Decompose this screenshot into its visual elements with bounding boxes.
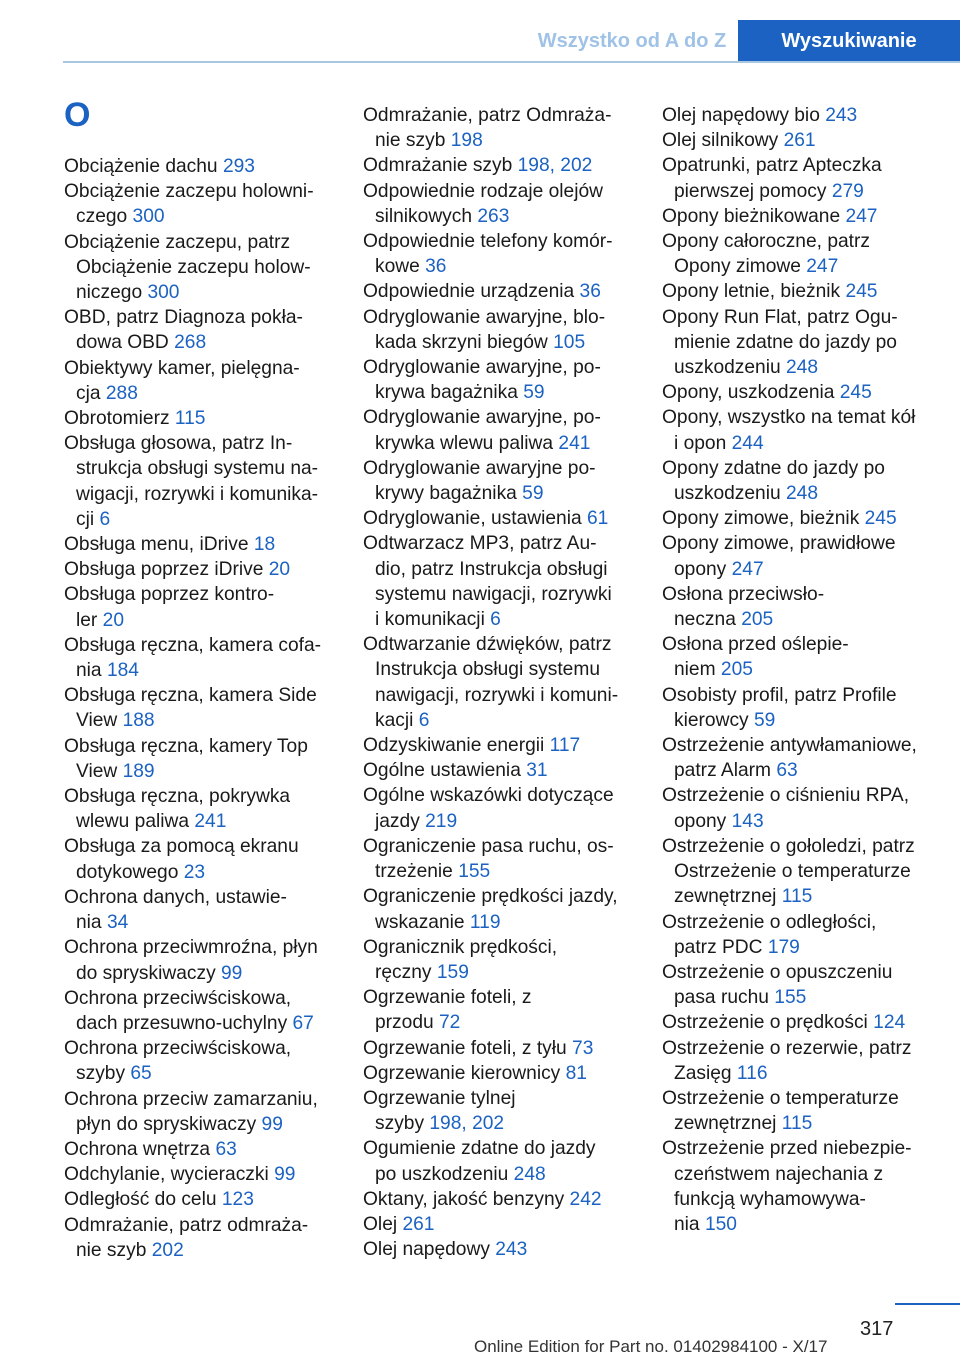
page-reference-link[interactable]: 243 [825, 105, 858, 126]
index-entry [662, 632, 952, 682]
page-reference-link[interactable]: 248 [513, 1163, 546, 1185]
index-term: Ogranicznik prędkości, ręczny [363, 936, 558, 983]
index-term: Obrotomierz [64, 408, 175, 430]
index-entry [662, 1136, 952, 1237]
index-term: Osobisty profil, patrz Profile kierowcy [662, 684, 897, 731]
index-entry [64, 683, 344, 733]
page-reference-link[interactable]: 242 [569, 1188, 602, 1210]
index-term: Odpowiednie telefony komór- kowe [363, 231, 613, 278]
page-reference-link[interactable]: 31 [526, 760, 548, 782]
index-entry [64, 1087, 344, 1137]
index-entry [363, 179, 648, 229]
page-reference-link[interactable]: 241 [558, 432, 591, 454]
index-entry [64, 1137, 344, 1162]
index-term: Olej napędowy bio [662, 105, 826, 126]
index-term: Ostrzeżenie antywłamaniowe, patrz Alarm [662, 735, 917, 782]
index-entry [662, 204, 952, 229]
index-entry [363, 103, 648, 153]
index-entry [662, 405, 952, 455]
index-entry [662, 380, 952, 405]
index-entry [64, 431, 344, 532]
page-reference-link[interactable]: 202 [151, 1239, 184, 1261]
page-reference-link[interactable]: 247 [731, 558, 764, 580]
index-term: Ogólne ustawienia [363, 760, 527, 782]
index-term: Opony Run Flat, patrz Ogu- mienie zdatne do jazdy po uszkodzeniu [662, 306, 898, 379]
page-reference-link[interactable]: 65 [130, 1063, 152, 1085]
index-term: Odmrażanie, patrz odmraża- nie szyb [64, 1214, 309, 1261]
index-entry [64, 1187, 344, 1212]
index-term: Obsługa za pomocą ekranu dotykowego [64, 836, 299, 883]
index-entry [662, 279, 952, 304]
index-entry [363, 935, 648, 985]
page-reference-link[interactable]: 241 [194, 811, 227, 833]
index-term: Odpowiednie urządzenia [363, 281, 580, 303]
index-term: Oktany, jakość benzyny [363, 1188, 570, 1210]
index-entry [363, 1061, 648, 1086]
index-entry [363, 632, 648, 733]
page-reference-link[interactable]: 155 [774, 987, 807, 1009]
index-term: Odryglowanie awaryjne, blo- kada skrzyni biegów [363, 306, 606, 353]
section-letter: O [64, 96, 91, 134]
page-reference-link[interactable]: 23 [183, 861, 206, 883]
page-reference-link[interactable]: 105 [553, 331, 586, 353]
index-term: Ostrzeżenie o ciśnieniu RPA, opony [662, 785, 910, 832]
index-entry [363, 884, 648, 934]
edition-footer: Online Edition for Part no. 01402984100 - X/17 [474, 1337, 828, 1356]
index-entry [662, 683, 952, 733]
page-reference-link[interactable]: 115 [174, 408, 206, 430]
page-reference-link[interactable]: 59 [523, 382, 545, 404]
page-reference-link[interactable]: 198 [450, 130, 483, 152]
index-entry [662, 305, 952, 381]
page-header [0, 0, 960, 62]
index-entry [662, 733, 952, 783]
page-reference-link[interactable]: 293 [222, 156, 255, 177]
page-reference-link[interactable]: 247 [806, 256, 839, 278]
index-term: Odryglowanie awaryjne, po- krywa bagażnika [363, 357, 601, 404]
index-term: Ochrona przeciwściskowa, dach przesuwno-uchylny [64, 987, 292, 1034]
page-reference-link[interactable]: 119 [469, 911, 501, 933]
index-term: Obsługa poprzez iDrive [64, 559, 269, 581]
index-term: Olej [363, 1213, 403, 1235]
page-reference-link[interactable]: 188 [122, 710, 155, 732]
page-reference-link[interactable]: 6 [99, 508, 111, 530]
index-term: Odmrażanie szyb [363, 155, 518, 177]
page-reference-link[interactable]: 124 [873, 1012, 906, 1034]
index-entry [363, 733, 648, 758]
index-term: Ograniczenie prędkości jazdy, wskazanie [363, 886, 618, 933]
page-reference-link[interactable]: 20 [102, 609, 124, 631]
page-reference-link[interactable]: 244 [731, 432, 764, 454]
page-reference-link[interactable]: 184 [106, 660, 139, 682]
index-term: Odchylanie, wycieraczki [64, 1164, 275, 1186]
index-term: Obciążenie dachu [64, 156, 223, 177]
index-entry [64, 784, 344, 834]
index-entry [64, 154, 344, 179]
index-term: Ostrzeżenie o odległości, patrz PDC [662, 911, 877, 958]
page-reference-link[interactable]: 99 [274, 1164, 296, 1186]
index-entry [363, 1212, 648, 1237]
index-entry [662, 834, 952, 910]
index-term: Obsługa ręczna, pokrywka wlewu paliwa [64, 786, 291, 833]
index-term: Opony, wszystko na temat kół i opon [662, 407, 916, 454]
index-term: Odtwarzacz MP3, patrz Au- dio, patrz Instrukcja obsługi systemu nawigacji, rozrywki i komunikacji [363, 533, 612, 631]
index-term: Ostrzeżenie o opuszczeniu pasa ruchu [662, 961, 893, 1009]
page-reference-link[interactable]: 116 [736, 1062, 768, 1084]
page-reference-link[interactable]: 288 [105, 382, 138, 404]
index-term: Odtwarzanie dźwięków, patrz Instrukcja obsługi systemu nawigacji, rozrywki i komuni- kacji [363, 634, 619, 731]
index-entry [64, 230, 344, 306]
page-reference-link[interactable]: 6 [418, 709, 430, 731]
page-reference-link[interactable]: 261 [402, 1213, 435, 1235]
page-reference-link[interactable]: 143 [731, 810, 764, 832]
index-entry [363, 405, 648, 455]
index-term: Odpowiednie rodzaje olejów silnikowych [363, 180, 603, 227]
index-term: Obiektywy kamer, pielęgna- cja [64, 357, 300, 404]
index-column-2 [363, 103, 648, 1262]
index-entry [662, 1036, 952, 1086]
page-reference-link[interactable]: 6 [490, 609, 501, 631]
index-entry [363, 153, 648, 178]
index-term: Ogrzewanie tylnej szyby [363, 1087, 516, 1135]
index-entry [64, 1213, 344, 1263]
index-term: Ogólne wskazówki dotyczące jazdy [363, 785, 614, 832]
page-reference-link[interactable]: 115 [781, 886, 813, 908]
index-entry [64, 305, 344, 355]
page-reference-link[interactable]: 63 [776, 760, 798, 782]
index-term: Opony całoroczne, patrz Opony zimowe [662, 231, 870, 278]
index-term: Opony bieżnikowane [662, 205, 846, 227]
page-reference-link[interactable]: 247 [845, 205, 878, 227]
index-entry [363, 456, 648, 506]
page-reference-link[interactable]: 189 [122, 760, 155, 782]
index-entry [64, 532, 344, 557]
index-entry [363, 834, 648, 884]
page-reference-link[interactable]: 115 [781, 1113, 813, 1135]
index-entry [662, 582, 952, 632]
index-entry [662, 783, 952, 833]
index-term: Ochrona przeciw zamarzaniu, płyn do spryskiwaczy [64, 1088, 318, 1135]
page-reference-link[interactable]: 268 [174, 332, 207, 354]
index-entry [662, 1086, 952, 1136]
index-entry [662, 910, 952, 960]
index-entry [363, 305, 648, 355]
page-reference-link[interactable]: 18 [253, 534, 276, 556]
page-number: 317 [860, 1318, 894, 1340]
index-entry [363, 355, 648, 405]
index-term: Ogrzewanie kierownicy [363, 1062, 566, 1084]
index-entry [363, 229, 648, 279]
page-reference-link[interactable]: 205 [741, 609, 774, 631]
page-reference-link[interactable]: 117 [549, 735, 581, 757]
page-reference-link[interactable]: 72 [439, 1012, 461, 1034]
index-term: Osłona przeciwsło- neczna [662, 583, 825, 631]
tab-a-to-z[interactable]: Wszystko od A do Z [537, 30, 727, 52]
index-term: Odzyskiwanie energii [363, 735, 550, 757]
page-reference-link[interactable]: 20 [268, 559, 291, 581]
index-entry [662, 531, 952, 581]
page-reference-link[interactable]: 36 [579, 281, 601, 303]
page-reference-link[interactable]: 279 [831, 180, 864, 202]
index-term: Opony, uszkodzenia [662, 382, 840, 404]
index-column-1 [64, 154, 344, 1263]
footer-divider [895, 1303, 960, 1305]
index-entry [64, 885, 344, 935]
index-entry [64, 1036, 344, 1086]
index-term: Ostrzeżenie o rezerwie, patrz Zasięg [662, 1037, 912, 1084]
page-reference-link[interactable]: 261 [783, 130, 816, 152]
index-entry [64, 179, 344, 229]
tab-search[interactable]: Wyszukiwanie [738, 20, 960, 63]
index-entry [662, 128, 952, 153]
index-term: Osłona przed oślepie- niem [662, 634, 849, 681]
page-reference-link[interactable]: 248 [786, 483, 819, 505]
index-entry [662, 456, 952, 506]
index-entry [363, 985, 648, 1035]
index-term: Olej silnikowy [662, 130, 784, 152]
index-term: Obsługa menu, iDrive [64, 534, 254, 556]
page-reference-link[interactable]: 123 [221, 1189, 254, 1211]
page-reference-link[interactable]: 300 [132, 206, 165, 228]
page-reference-link[interactable]: 73 [572, 1037, 594, 1059]
index-term: Odryglowanie awaryjne po- krywy bagażnika [363, 457, 596, 505]
page-reference-link[interactable]: 67 [292, 1012, 314, 1034]
index-entry [662, 153, 952, 203]
page-reference-link[interactable]: 263 [477, 205, 510, 227]
page-reference-link[interactable]: 99 [221, 962, 243, 984]
index-term: Obciążenie zaczepu, patrz Obciążenie zaczepu holow- niczego [64, 231, 311, 304]
index-term: Ograniczenie pasa ruchu, os- trzeżenie [363, 835, 614, 883]
index-column-3 [662, 103, 952, 1237]
index-entry [363, 1136, 648, 1186]
index-entry [363, 1086, 648, 1136]
index-term: Opony zimowe, prawidłowe opony [662, 533, 896, 580]
page-reference-link[interactable]: 150 [704, 1213, 737, 1235]
index-entry [363, 1187, 648, 1212]
page-reference-link[interactable]: 36 [425, 256, 447, 278]
index-entry [662, 229, 952, 279]
index-term: OBD, patrz Diagnoza pokła- dowa OBD [64, 307, 303, 354]
index-entry [662, 1010, 952, 1035]
page-reference-link[interactable]: 243 [495, 1239, 528, 1261]
index-term: Ogrzewanie foteli, z przodu [363, 987, 532, 1034]
page-reference-link[interactable]: 245 [845, 281, 878, 303]
header-divider [63, 61, 960, 63]
page-reference-link[interactable]: 198, 202 [429, 1113, 505, 1135]
index-term: Odległość do celu [64, 1189, 222, 1211]
index-term: Opony zdatne do jazdy po uszkodzeniu [662, 457, 885, 505]
page-reference-link[interactable]: 219 [425, 810, 458, 832]
index-term: Obsługa ręczna, kamera Side View [64, 685, 317, 732]
index-entry [64, 582, 344, 632]
index-entry [64, 986, 344, 1036]
index-term: Obsługa głosowa, patrz In- strukcja obsługi systemu na- wigacji, rozrywki i komunika- cji [64, 433, 319, 530]
index-term: Odryglowanie, ustawienia [363, 508, 587, 530]
index-entry [363, 506, 648, 531]
page-reference-link[interactable]: 248 [786, 357, 819, 379]
index-term: Ochrona przeciwmroźna, płyn do spryskiwaczy [64, 937, 318, 984]
index-entry [64, 734, 344, 784]
index-term: Obsługa ręczna, kamera cofa- nia [64, 634, 322, 682]
index-term: Opony letnie, bieżnik [662, 281, 846, 303]
page-reference-link[interactable]: 205 [720, 659, 753, 681]
page-reference-link[interactable]: 59 [522, 483, 544, 505]
page-reference-link[interactable]: 34 [106, 912, 129, 934]
index-term: Opony zimowe, bieżnik [662, 508, 865, 530]
index-entry [662, 960, 952, 1010]
page-reference-link[interactable]: 81 [565, 1062, 587, 1084]
page-reference-link[interactable]: 59 [753, 709, 776, 731]
index-entry [64, 633, 344, 683]
index-entry [363, 783, 648, 833]
index-term: Odryglowanie awaryjne, po- krywka wlewu paliwa [363, 407, 601, 454]
index-term: Ochrona przeciwściskowa, szyby [64, 1038, 292, 1085]
index-term: Ogumienie zdatne do jazdy po uszkodzeniu [363, 1138, 596, 1185]
page-reference-link[interactable]: 99 [261, 1113, 283, 1135]
index-term: Obciążenie zaczepu holowni- czego [64, 181, 314, 228]
index-entry [64, 935, 344, 985]
index-entry [363, 758, 648, 783]
index-entry [64, 1162, 344, 1187]
page-reference-link[interactable]: 155 [458, 861, 491, 883]
index-term: Ochrona danych, ustawie- nia [64, 886, 287, 934]
index-entry [64, 834, 344, 884]
index-term: Ostrzeżenie o prędkości [662, 1012, 874, 1034]
index-entry [662, 103, 952, 128]
index-entry [363, 531, 648, 632]
page-reference-link[interactable]: 179 [767, 936, 800, 958]
index-entry [64, 557, 344, 582]
index-entry [363, 1036, 648, 1061]
index-entry [363, 1237, 648, 1262]
index-term: Obsługa ręczna, kamery Top View [64, 735, 308, 782]
page-reference-link[interactable]: 245 [839, 382, 872, 404]
index-entry [64, 406, 344, 431]
index-term: Obsługa poprzez kontro- ler [64, 584, 275, 631]
page-reference-link[interactable]: 245 [864, 508, 897, 530]
page-reference-link[interactable]: 198, 202 [517, 155, 593, 177]
index-term: Olej napędowy [363, 1239, 496, 1261]
index-entry [662, 506, 952, 531]
index-term: Ostrzeżenie o temperaturze zewnętrznej [662, 1087, 899, 1135]
index-term: Ostrzeżenie przed niebezpie- czeństwem najechania z funkcją wyhamowywa- nia [662, 1138, 912, 1235]
page-reference-link[interactable]: 63 [215, 1138, 237, 1160]
index-term: Odmrażanie, patrz Odmraża- nie szyb [363, 105, 612, 152]
page-reference-link[interactable]: 61 [586, 508, 609, 530]
page-reference-link[interactable]: 300 [147, 282, 180, 304]
index-term: Ogrzewanie foteli, z tyłu [363, 1037, 573, 1059]
index-entry [363, 279, 648, 304]
index-entry [64, 356, 344, 406]
index-term: Ostrzeżenie o gołoledzi, patrz Ostrzeżenie o temperaturze zewnętrznej [662, 835, 915, 908]
index-term: Opatrunki, patrz Apteczka pierwszej pomocy [662, 155, 882, 202]
index-term: Ochrona wnętrza [64, 1138, 216, 1160]
page-reference-link[interactable]: 159 [436, 961, 469, 983]
